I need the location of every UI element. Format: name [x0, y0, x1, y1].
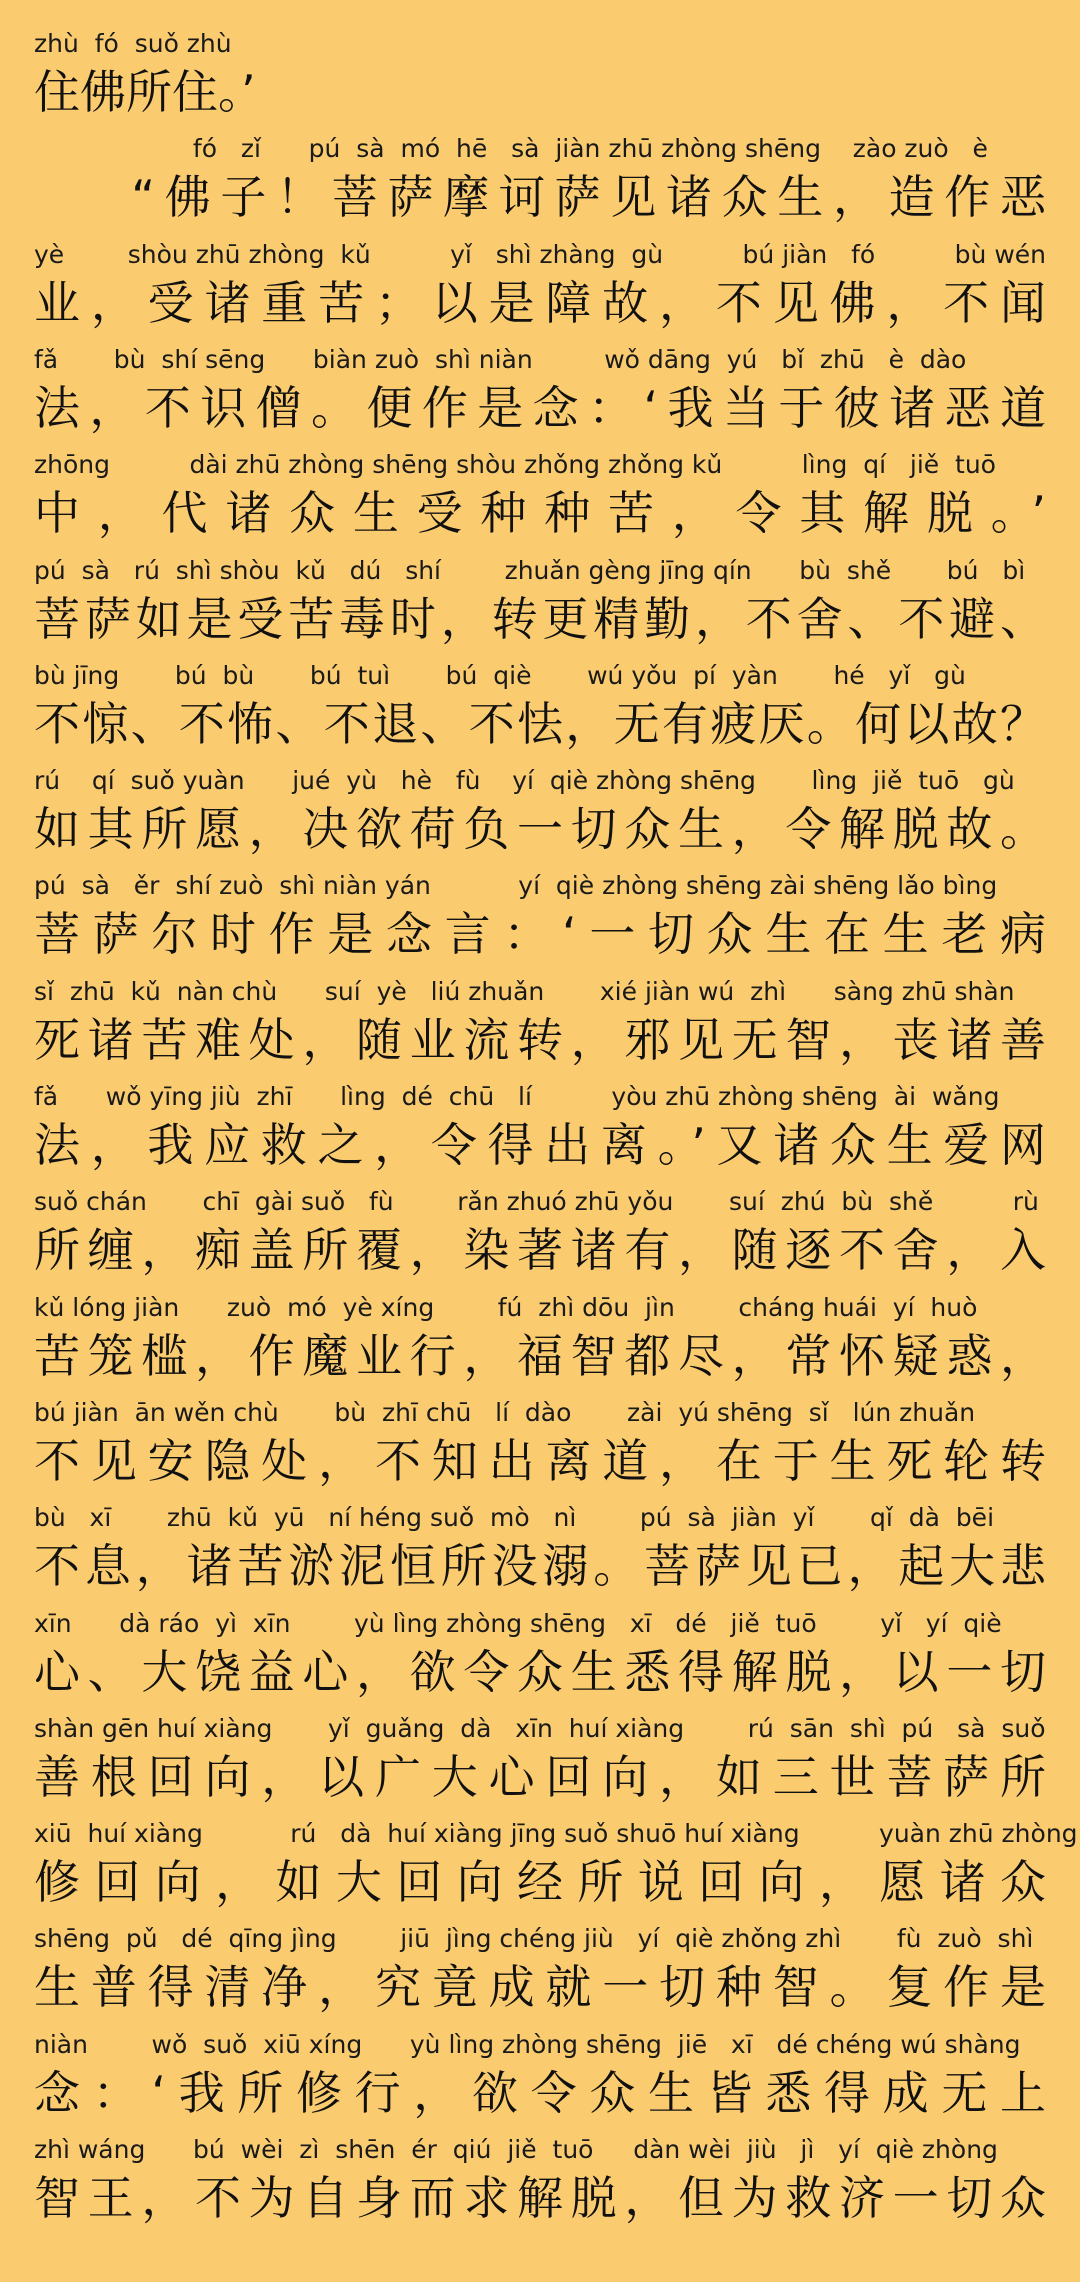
hanzi-line: 苦笼槛，作魔业行，福智都尽，常怀疑惑，	[34, 1328, 1046, 1383]
pinyin-line: bù jīng bú bù bú tuì bú qiè wú yǒu pí yàn hé yǐ gù	[34, 660, 966, 690]
hanzi-line: 法，我应救之，令得出离。’又诸众生爱网	[34, 1118, 1046, 1172]
text-line	[34, 1397, 1046, 1501]
text-line	[34, 449, 1046, 553]
hanzi-line: 住佛所住。’	[34, 65, 256, 119]
pinyin-line: zhōng dài zhū zhòng shēng shòu zhǒng zhǒng kǔ lìng qí jiě tuō	[34, 450, 996, 480]
text-line	[34, 870, 1046, 974]
pinyin-line: yè shòu zhū zhòng kǔ yǐ shì zhàng gù bú jiàn fó bù wén	[34, 239, 1046, 269]
pinyin-line: suǒ chán chī gài suǒ fù rǎn zhuó zhū yǒu suí zhú bù shě rù	[34, 1187, 1039, 1217]
hanzi-line: 不惊、不怖、不退、不怯，无有疲厌。何以故？	[34, 696, 1046, 751]
text-line	[34, 1608, 1046, 1712]
pinyin-line: xiū huí xiàng rú dà huí xiàng jīng suǒ shuō huí xiàng yuàn zhū zhòng	[34, 1819, 1078, 1849]
hanzi-line: 善根回向，以广大心回向，如三世菩萨所	[34, 1749, 1046, 1804]
hanzi-line: 业，受诸重苦；以是障故，不见佛，不闻	[34, 275, 1046, 330]
hanzi-line: 心、大饶益心，欲令众生悉得解脱，以一切	[34, 1644, 1046, 1699]
text-line	[34, 2029, 1046, 2133]
pinyin-line: kǔ lóng jiàn zuò mó yè xíng fú zhì dōu jìn cháng huái yí huò	[34, 1292, 978, 1322]
pinyin-line: fó zǐ pú sà mó hē sà jiàn zhū zhòng shēng zào zuò è	[34, 134, 988, 164]
text-line	[34, 976, 1046, 1080]
text-line	[34, 133, 1046, 237]
pinyin-line: sǐ zhū kǔ nàn chù suí yè liú zhuǎn xié jiàn wú zhì sàng zhū shàn	[34, 976, 1015, 1006]
pinyin-line: pú sà ěr shí zuò shì niàn yán yí qiè zhòng shēng zài shēng lǎo bìng	[34, 871, 998, 901]
text-line	[34, 1081, 1046, 1185]
pinyin-line: shēng pǔ dé qīng jìng jiū jìng chéng jiù yí qiè zhǒng zhì fù zuò shì	[34, 1924, 1034, 1954]
pinyin-line: xīn dà ráo yì xīn yù lìng zhòng shēng xī dé jiě tuō yǐ yí qiè	[34, 1608, 1002, 1638]
hanzi-line: 不息，诸苦淤泥恒所没溺。菩萨见已，起大悲	[34, 1539, 1046, 1594]
hanzi-line: 死诸苦难处，随业流转，邪见无智，丧诸善	[34, 1012, 1046, 1067]
hanzi-line: 中，代诸众生受种种苦，令其解脱。’	[34, 486, 1046, 541]
text-line	[34, 1502, 1046, 1606]
pinyin-line: shàn gēn huí xiàng yǐ guǎng dà xīn huí xiàng rú sān shì pú sà suǒ	[34, 1713, 1046, 1743]
hanzi-line: 不见安隐处，不知出离道，在于生死轮转	[34, 1433, 1046, 1488]
pinyin-line: bú jiàn ān wěn chù bù zhī chū lí dào zài yú shēng sǐ lún zhuǎn	[34, 1397, 976, 1427]
pinyin-line: niàn wǒ suǒ xiū xíng yù lìng zhòng shēng jiē xī dé chéng wú shàng	[34, 2029, 1021, 2059]
text-line	[34, 344, 1046, 448]
text-line	[34, 1713, 1046, 1817]
hanzi-line: 菩萨如是受苦毒时，转更精勤，不舍、不避、	[34, 591, 1046, 646]
text-line	[34, 28, 1046, 132]
pinyin-line: pú sà rú shì shòu kǔ dú shí zhuǎn gèng jīng qín bù shě bú bì	[34, 555, 1026, 585]
text-line	[34, 1186, 1046, 1290]
pinyin-line: fǎ bù shí sēng biàn zuò shì niàn wǒ dāng yú bǐ zhū è dào	[34, 344, 967, 374]
hanzi-line: 所缠，痴盖所覆，染著诸有，随逐不舍，入	[34, 1223, 1046, 1278]
hanzi-line: 如其所愿，决欲荷负一切众生，令解脱故。	[34, 802, 1046, 857]
text-line	[34, 1923, 1046, 2027]
text-line	[34, 660, 1046, 764]
hanzi-line: 菩萨尔时作是念言：‘一切众生在生老病	[34, 907, 1046, 962]
hanzi-line: 念：‘我所修行，欲令众生皆悉得成无上	[34, 2065, 1046, 2120]
hanzi-line: 修回向，如大回向经所说回向，愿诸众	[34, 1855, 1046, 1910]
text-line	[34, 1818, 1078, 1922]
text-line	[34, 555, 1046, 659]
pinyin-line: rú qí suǒ yuàn jué yù hè fù yí qiè zhòng shēng lìng jiě tuō gù	[34, 766, 1015, 796]
pinyin-line: zhì wáng bú wèi zì shēn ér qiú jiě tuō dàn wèi jiù jì yí qiè zhòng	[34, 2135, 998, 2164]
pinyin-line: zhù fó suǒ zhù	[34, 29, 232, 58]
hanzi-line: 智王，不为自身而求解脱，但为救济一切众	[34, 2171, 1046, 2225]
hanzi-line: 生普得清净，究竟成就一切种智。复作是	[34, 1960, 1046, 2015]
text-line	[34, 2134, 1046, 2238]
text-line	[34, 239, 1046, 343]
text-line	[34, 1292, 1046, 1396]
pinyin-line: bù xī zhū kǔ yū ní héng suǒ mò nì pú sà jiàn yǐ qǐ dà bēi	[34, 1503, 995, 1533]
hanzi-line: “佛子！菩萨摩诃萨见诸众生，造作恶	[34, 170, 1046, 225]
hanzi-line: 法，不识僧。便作是念：‘我当于彼诸恶道	[34, 380, 1046, 435]
pinyin-line: fǎ wǒ yīng jiù zhī lìng dé chū lí yòu zhū zhòng shēng ài wǎng	[34, 1082, 1000, 1111]
text-line	[34, 765, 1046, 869]
